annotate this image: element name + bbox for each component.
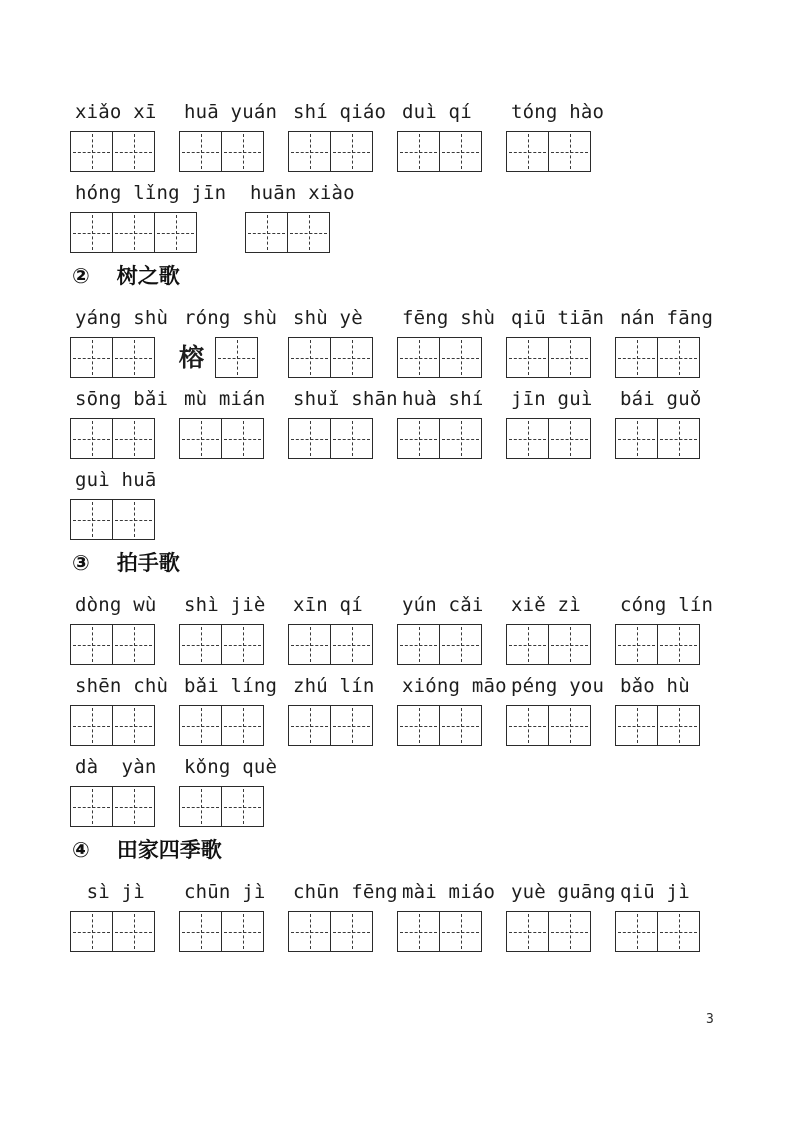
writing-cell[interactable] [179,911,222,952]
writing-cell[interactable] [506,911,549,952]
writing-cell[interactable] [548,131,591,172]
pinyin-label: mài miáo [402,881,496,903]
writing-grid [397,911,482,952]
writing-cell[interactable] [615,624,658,665]
pinyin-label: chūn jì [184,881,266,903]
writing-line [506,418,615,459]
section-heading [72,549,750,578]
writing-line [70,705,179,746]
writing-line [179,624,288,665]
writing-cell[interactable] [439,337,482,378]
word-row [70,100,750,172]
writing-line [615,418,724,459]
writing-cell[interactable] [330,624,373,665]
section-heading [72,836,750,865]
word-group [288,100,397,172]
writing-grid [615,705,700,746]
word-group [288,593,397,665]
pinyin-label: yún cǎi [402,594,484,616]
word-group [615,880,724,952]
word-group [397,100,506,172]
word-group [70,387,179,459]
pinyin-label: bǎo hù [620,675,690,697]
pinyin-label: xīn qí [293,594,363,616]
writing-cell[interactable] [657,337,700,378]
writing-cell[interactable] [397,418,440,459]
writing-cell[interactable] [70,705,113,746]
word-group [70,755,179,827]
section-number: ② [72,264,90,288]
writing-cell[interactable] [112,131,155,172]
writing-line [70,786,179,827]
word-row [70,880,750,952]
writing-grid [70,624,155,665]
writing-cell[interactable] [221,624,264,665]
writing-cell[interactable] [397,337,440,378]
writing-cell[interactable] [330,911,373,952]
word-group [70,880,179,952]
pinyin-label: duì qí [402,101,472,123]
word-group [615,387,724,459]
writing-cell[interactable] [330,131,373,172]
writing-cell[interactable] [548,418,591,459]
writing-grid [506,911,591,952]
writing-cell[interactable] [397,131,440,172]
word-group [179,306,288,378]
pinyin-label: xiě zì [511,594,581,616]
writing-cell[interactable] [548,911,591,952]
word-group [288,880,397,952]
writing-grid [245,212,330,253]
word-group [506,100,615,172]
writing-grid [506,131,591,172]
word-row [70,387,750,459]
writing-grid [506,337,591,378]
pinyin-label: bǎi líng [184,675,278,697]
writing-cell[interactable] [548,624,591,665]
writing-cell[interactable] [439,131,482,172]
word-group [179,674,288,746]
pinyin-label: shì jiè [184,594,266,616]
worksheet-sheet [70,100,750,961]
writing-cell[interactable] [112,337,155,378]
writing-line [615,624,724,665]
word-group [70,181,245,253]
writing-grid [288,418,373,459]
writing-cell[interactable] [615,911,658,952]
pinyin-label: kǒng què [184,756,278,778]
writing-cell[interactable] [70,911,113,952]
writing-line [397,624,506,665]
word-group [70,593,179,665]
writing-cell[interactable] [70,337,113,378]
word-group [506,593,615,665]
writing-line [615,337,724,378]
writing-cell[interactable] [330,418,373,459]
writing-grid [70,911,155,952]
writing-line [615,911,724,952]
writing-grid [179,786,264,827]
writing-line [615,705,724,746]
writing-cell[interactable] [657,705,700,746]
pinyin-label: huà shí [402,388,484,410]
writing-line [179,705,288,746]
writing-cell[interactable] [179,705,222,746]
word-group [179,387,288,459]
writing-line [397,418,506,459]
writing-cell[interactable] [506,337,549,378]
word-group [70,306,179,378]
writing-grid [506,705,591,746]
writing-line [288,131,397,172]
writing-cell[interactable] [288,911,331,952]
writing-line [179,337,288,378]
pinyin-label: huā yuán [184,101,278,123]
word-row [70,674,750,746]
writing-grid [70,212,197,253]
writing-cell[interactable] [70,499,113,540]
word-group [397,593,506,665]
writing-grid [397,624,482,665]
writing-cell[interactable] [615,337,658,378]
writing-cell[interactable] [548,337,591,378]
pinyin-label: mù mián [184,388,266,410]
printed-character: 榕 [179,343,205,372]
writing-cell[interactable] [70,131,113,172]
word-group [397,674,506,746]
writing-cell[interactable] [112,786,155,827]
writing-cell[interactable] [112,212,155,253]
writing-grid [506,418,591,459]
writing-grid [179,624,264,665]
section-title: 树之歌 [116,264,180,288]
pinyin-label: xióng māo [402,675,507,697]
writing-grid [70,705,155,746]
writing-line [506,705,615,746]
writing-line [397,337,506,378]
writing-cell[interactable] [397,911,440,952]
writing-cell[interactable] [179,418,222,459]
pinyin-label: bái guǒ [620,388,702,410]
writing-grid [397,705,482,746]
writing-grid [179,418,264,459]
writing-line [70,911,179,952]
writing-cell[interactable] [70,418,113,459]
writing-cell[interactable] [657,418,700,459]
writing-line [397,705,506,746]
writing-cell[interactable] [154,212,197,253]
writing-cell[interactable] [615,418,658,459]
pinyin-label: dà yàn [75,756,157,778]
writing-cell[interactable] [179,786,222,827]
word-group [288,306,397,378]
writing-cell[interactable] [287,212,330,253]
pinyin-label: tóng hào [511,101,605,123]
writing-cell[interactable] [439,911,482,952]
word-row [70,755,750,827]
pinyin-label: yáng shù [75,307,169,329]
writing-line [506,624,615,665]
word-group [506,387,615,459]
pinyin-label: qiū tiān [511,307,605,329]
writing-grid [70,131,155,172]
writing-line [179,911,288,952]
pinyin-label: sì jì [75,881,145,903]
writing-cell[interactable] [179,131,222,172]
writing-cell[interactable] [70,212,113,253]
word-group [70,468,179,540]
writing-cell[interactable] [221,786,264,827]
writing-cell[interactable] [288,705,331,746]
writing-grid [397,131,482,172]
word-group [615,674,724,746]
word-group [615,593,724,665]
writing-cell[interactable] [221,131,264,172]
word-row [70,593,750,665]
writing-grid [288,131,373,172]
writing-line [288,705,397,746]
section-number: ③ [72,551,90,575]
writing-cell[interactable] [288,624,331,665]
writing-line [397,911,506,952]
word-group [179,100,288,172]
word-group [288,387,397,459]
word-group [615,306,724,378]
word-group [397,880,506,952]
writing-cell[interactable] [179,624,222,665]
writing-line [506,911,615,952]
writing-grid [70,499,155,540]
writing-grid [288,705,373,746]
word-row [70,181,750,253]
pinyin-label: yuè guāng [511,881,616,903]
pinyin-label: sōng bǎi [75,388,169,410]
pinyin-label: chūn fēng [293,881,398,903]
writing-line [179,131,288,172]
writing-grid [288,337,373,378]
pinyin-label: qiū jì [620,881,690,903]
section-heading [72,262,750,291]
section-number: ④ [72,838,90,862]
writing-cell[interactable] [506,418,549,459]
writing-grid [615,337,700,378]
writing-grid [70,418,155,459]
writing-line [70,337,179,378]
writing-line [288,337,397,378]
writing-cell[interactable] [221,418,264,459]
writing-cell[interactable] [615,705,658,746]
writing-grid [288,624,373,665]
writing-cell[interactable] [506,705,549,746]
writing-cell[interactable] [112,624,155,665]
pinyin-label: hóng lǐng jīn [75,182,227,204]
writing-line [397,131,506,172]
writing-grid [179,705,264,746]
writing-grid [397,418,482,459]
writing-cell[interactable] [112,418,155,459]
writing-cell[interactable] [439,418,482,459]
writing-grid [179,911,264,952]
section-title: 田家四季歌 [116,838,222,862]
writing-cell[interactable] [215,337,258,378]
writing-line [506,131,615,172]
writing-grid [506,624,591,665]
word-group [179,593,288,665]
writing-cell[interactable] [221,911,264,952]
pinyin-label: huān xiào [250,182,355,204]
writing-cell[interactable] [657,911,700,952]
pinyin-label: shí qiáo [293,101,387,123]
writing-cell[interactable] [439,624,482,665]
word-group [70,100,179,172]
pinyin-label: guì huā [75,469,157,491]
word-group [397,306,506,378]
writing-line [70,624,179,665]
writing-cell[interactable] [70,624,113,665]
writing-cell[interactable] [330,705,373,746]
writing-line [70,131,179,172]
pinyin-label: róng shù [184,307,278,329]
writing-cell[interactable] [439,705,482,746]
writing-cell[interactable] [330,337,373,378]
pinyin-label: xiǎo xī [75,101,157,123]
writing-cell[interactable] [397,705,440,746]
pinyin-label: dòng wù [75,594,157,616]
writing-grid [615,418,700,459]
pinyin-label: zhú lín [293,675,375,697]
writing-line [70,418,179,459]
writing-cell[interactable] [288,418,331,459]
pinyin-label: shēn chù [75,675,169,697]
writing-cell[interactable] [657,624,700,665]
writing-line [179,786,288,827]
word-group [506,306,615,378]
page-number: 3 [706,1012,714,1027]
word-group [506,674,615,746]
writing-grid [615,624,700,665]
writing-cell[interactable] [506,131,549,172]
writing-line [245,212,354,253]
writing-cell[interactable] [506,624,549,665]
section-title: 拍手歌 [116,551,180,575]
word-group [397,387,506,459]
writing-grid [70,337,155,378]
writing-grid [70,786,155,827]
pinyin-label: péng you [511,675,605,697]
writing-line [70,499,179,540]
writing-grid [615,911,700,952]
writing-cell[interactable] [397,624,440,665]
word-group [179,755,288,827]
writing-cell[interactable] [112,499,155,540]
pinyin-label: shuǐ shān [293,388,398,410]
writing-line [506,337,615,378]
word-group [179,880,288,952]
pinyin-label: shù yè [293,307,363,329]
writing-grid [179,131,264,172]
writing-cell[interactable] [112,911,155,952]
writing-cell[interactable] [288,131,331,172]
pinyin-label: fēng shù [402,307,496,329]
writing-line [70,212,245,253]
word-group [70,674,179,746]
writing-line [288,418,397,459]
writing-cell[interactable] [245,212,288,253]
word-group [506,880,615,952]
word-group [245,181,354,253]
writing-grid [288,911,373,952]
writing-line [179,418,288,459]
writing-line [288,911,397,952]
writing-cell[interactable] [70,786,113,827]
writing-grid [397,337,482,378]
writing-line [288,624,397,665]
word-row [70,306,750,378]
word-group [288,674,397,746]
pinyin-label: jīn guì [511,388,593,410]
word-row [70,468,750,540]
pinyin-label: nán fāng [620,307,714,329]
writing-cell[interactable] [288,337,331,378]
writing-cell[interactable] [221,705,264,746]
pinyin-label: cóng lín [620,594,714,616]
writing-cell[interactable] [548,705,591,746]
writing-grid [215,337,258,378]
writing-cell[interactable] [112,705,155,746]
